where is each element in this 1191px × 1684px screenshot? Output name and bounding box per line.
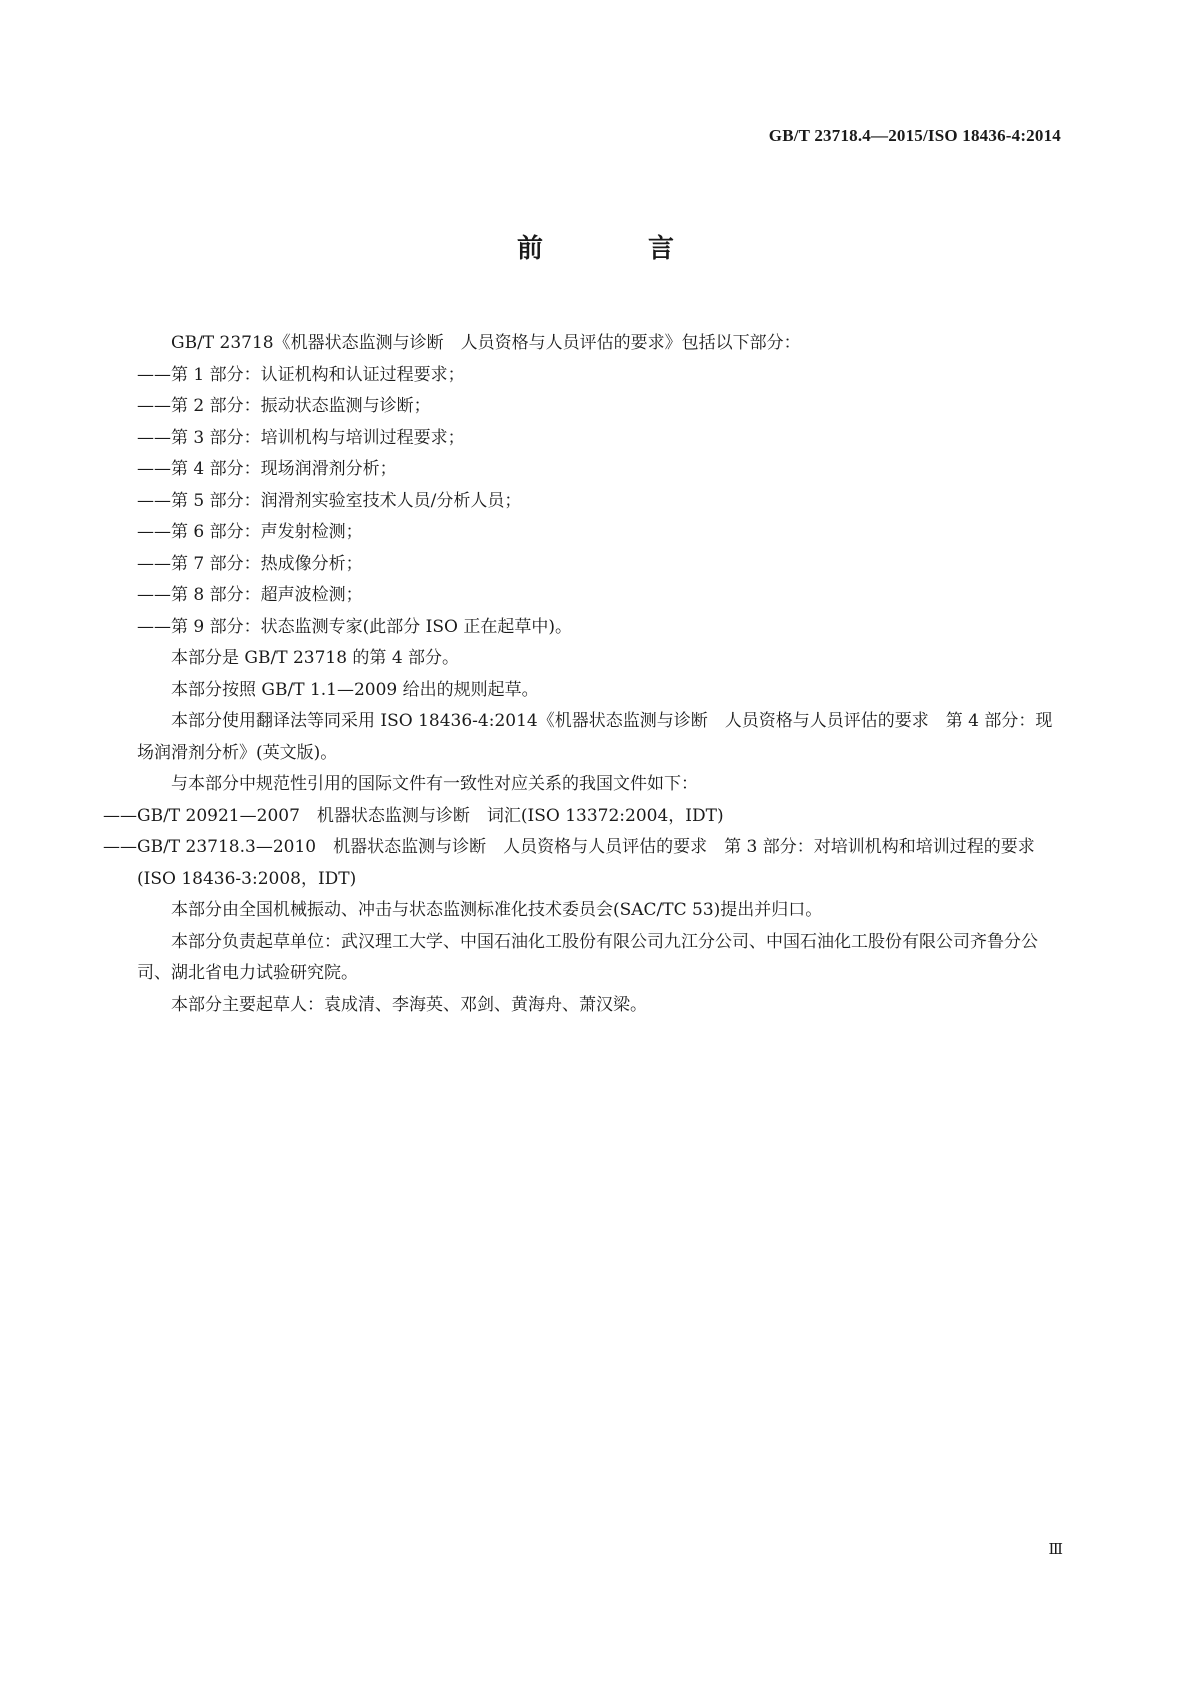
standard-code: GB/T 23718.4—2015/ISO 18436-4:2014 xyxy=(768,126,1061,145)
reference-item: ——GB/T 23718.3—2010 机器状态监测与诊断 人员资格与人员评估的要求 第 3 部分：对培训机构和培训过程的要求(ISO 18436-3:2008，IDT) xyxy=(103,837,1035,889)
list-item: ——第 5 部分：润滑剂实验室技术人员/分析人员； xyxy=(137,490,522,511)
paragraph-references-intro: 与本部分中规范性引用的国际文件有一致性对应关系的我国文件如下： xyxy=(171,774,698,794)
list-item: ——第 3 部分：培训机构与培训过程要求； xyxy=(137,427,465,448)
paragraph-drafting-rules: 本部分按照 GB/T 1.1—2009 给出的规则起草。 xyxy=(171,679,539,700)
list-item: ——第 2 部分：振动状态监测与诊断； xyxy=(137,396,431,416)
paragraph-part-of: 本部分是 GB/T 23718 的第 4 部分。 xyxy=(171,648,460,668)
paragraph-adoption: 本部分使用翻译法等同采用 ISO 18436-4:2014《机器状态监测与诊断 人员资格与人员评估的要求 第 4 部分：现场润滑剂分析》(英文版)。 xyxy=(137,711,1053,763)
paragraph-drafting-units: 本部分负责起草单位：武汉理工大学、中国石油化工股份有限公司九江分公司、中国石油化工股份有限公司齐鲁分公司、湖北省电力试验研究院。 xyxy=(137,931,1038,983)
paragraph-drafters: 本部分主要起草人：袁成清、李海英、邓剑、黄海舟、萧汉梁。 xyxy=(171,994,647,1015)
list-item: ——第 8 部分：超声波检测； xyxy=(137,585,363,605)
document-body xyxy=(103,328,1057,1021)
list-item: ——第 6 部分：声发射检测； xyxy=(137,522,363,542)
page-number: Ⅲ xyxy=(1048,1542,1063,1558)
list-item: ——第 4 部分：现场润滑剂分析； xyxy=(137,459,397,479)
list-item: ——第 7 部分：热成像分析； xyxy=(137,553,363,574)
paragraph-proposed-by: 本部分由全国机械振动、冲击与状态监测标准化技术委员会(SAC/TC 53)提出并归口。 xyxy=(171,900,823,920)
list-item: ——第 1 部分：认证机构和认证过程要求； xyxy=(137,364,465,385)
intro-paragraph: GB/T 23718《机器状态监测与诊断 人员资格与人员评估的要求》包括以下部分： xyxy=(171,333,801,353)
page-title: 前 言 xyxy=(516,234,723,264)
reference-item: ——GB/T 20921—2007 机器状态监测与诊断 词汇(ISO 13372:2004，IDT) xyxy=(103,805,724,826)
list-item: ——第 9 部分：状态监测专家(此部分 ISO 正在起草中)。 xyxy=(137,616,572,637)
